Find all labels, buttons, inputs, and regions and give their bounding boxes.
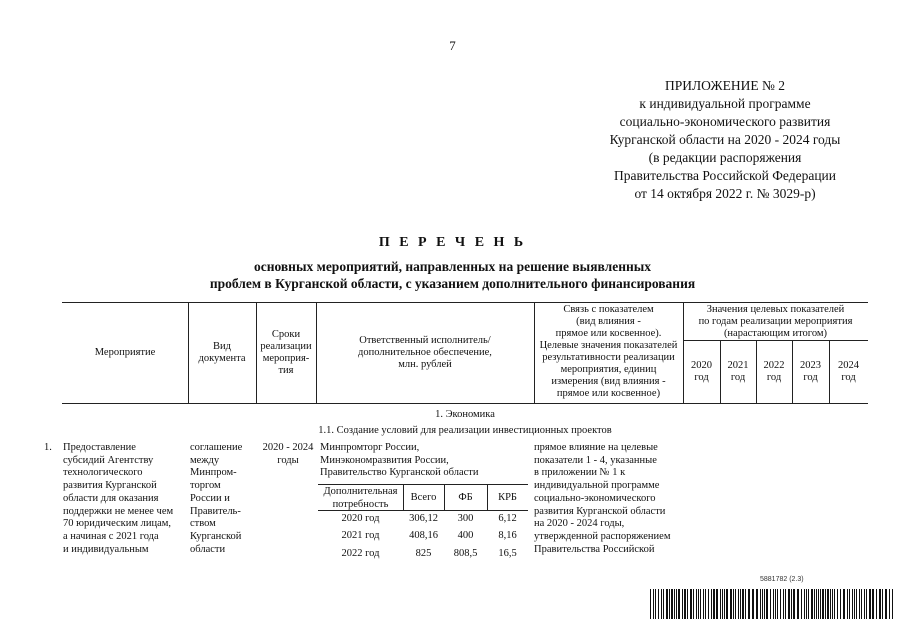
funding-year: 2020 год bbox=[341, 513, 380, 524]
funding-fb: 808,5 bbox=[453, 548, 478, 559]
header-line: 2022 bbox=[763, 360, 785, 371]
funding-total: 408,16 bbox=[409, 530, 438, 541]
funding-krb: 6,12 bbox=[498, 513, 517, 524]
text-line: России и bbox=[190, 492, 230, 504]
text-line: развития Курганской области bbox=[534, 505, 666, 517]
header-line: дополнительное обеспечение, bbox=[358, 347, 492, 358]
text-line: прямое влияние на целевые bbox=[534, 442, 658, 453]
text-line: Правитель- bbox=[190, 505, 241, 517]
text-line: потребность bbox=[332, 498, 389, 510]
text-line: в приложении № 1 к bbox=[534, 467, 626, 479]
funding-krb: 16,5 bbox=[498, 548, 517, 559]
subsection-heading: 1.1. Создание условий для реализации инвестиционных проектов bbox=[318, 425, 612, 436]
text-line: и индивидуальным bbox=[63, 543, 149, 555]
text-line: Минпром- bbox=[190, 467, 237, 479]
header-line: год bbox=[803, 372, 818, 383]
header-doc-type bbox=[188, 341, 256, 365]
appendix-line: социально-экономического развития bbox=[619, 114, 831, 129]
appendix-line: от 14 октября 2022 г. № 3029-р) bbox=[634, 186, 816, 201]
funding-year: 2021 год bbox=[341, 530, 380, 541]
document-title: П Е Р Е Ч Е Н Ь bbox=[378, 235, 527, 250]
text-line: торгом bbox=[190, 480, 221, 492]
header-line: 2021 bbox=[727, 360, 749, 371]
funding-header-need bbox=[318, 486, 403, 511]
header-line: 2024 bbox=[838, 360, 859, 371]
header-line: (вид влияния - bbox=[576, 316, 641, 327]
text-line: поддержки не менее чем bbox=[63, 505, 174, 517]
text-line: области для оказания bbox=[63, 492, 159, 504]
header-line: Сроки bbox=[271, 329, 301, 340]
executor-text bbox=[320, 442, 532, 480]
appendix-line: Правительства Российской Федерации bbox=[614, 168, 836, 183]
header-line: Связь с показателем bbox=[563, 304, 654, 315]
text-line: Правительства Российской bbox=[534, 543, 655, 555]
header-line: прямое или косвенное) bbox=[556, 388, 661, 399]
header-year-2023 bbox=[792, 360, 829, 384]
header-line: Ответственный исполнитель/ bbox=[359, 335, 491, 346]
text-line: социально-экономического bbox=[534, 492, 656, 504]
text-line: Дополнительная bbox=[323, 486, 398, 497]
header-line: реализации bbox=[260, 341, 312, 352]
text-line: субсидий Агентству bbox=[63, 454, 154, 466]
row-number: 1. bbox=[44, 442, 52, 453]
header-target-values bbox=[683, 304, 868, 340]
header-line: год bbox=[766, 372, 782, 383]
appendix-header bbox=[560, 77, 890, 203]
header-year-2022 bbox=[756, 360, 792, 384]
terms-text bbox=[258, 442, 318, 467]
page-number: 7 bbox=[449, 38, 456, 53]
header-line: 2020 bbox=[691, 360, 712, 371]
header-line: год bbox=[694, 372, 709, 383]
header-line: Значения целевых показателей bbox=[706, 304, 845, 315]
text-line: индивидуальной программе bbox=[534, 480, 660, 492]
appendix-line: к индивидуальной программе bbox=[639, 96, 811, 111]
text-line: Правительство Курганской области bbox=[320, 467, 479, 479]
text-line: Предоставление bbox=[63, 442, 136, 453]
measure-text bbox=[63, 442, 187, 556]
header-line: мероприятия, единиц bbox=[560, 364, 657, 375]
header-executor bbox=[316, 335, 534, 371]
funding-total: 825 bbox=[415, 548, 432, 559]
text-line: области bbox=[190, 543, 226, 555]
barcode-icon bbox=[650, 589, 893, 619]
header-line: прямое или косвенное). bbox=[555, 328, 662, 339]
funding-header-krb: КРБ bbox=[498, 492, 517, 503]
funding-header-total: Всего bbox=[410, 492, 437, 503]
indicator-link-text bbox=[534, 442, 684, 556]
appendix-line: Курганской области на 2020 - 2024 годы bbox=[609, 132, 841, 147]
text-line: 70 юридическим лицам, bbox=[63, 518, 172, 530]
funding-fb: 400 bbox=[457, 530, 474, 541]
text-line: Минэкономразвития России, bbox=[320, 454, 449, 466]
header-terms bbox=[256, 329, 316, 377]
header-line: документа bbox=[198, 353, 246, 364]
text-line: 2020 - 2024 bbox=[262, 442, 314, 453]
funding-krb: 8,16 bbox=[498, 530, 517, 541]
header-year-2020 bbox=[683, 360, 720, 384]
header-line: тия bbox=[278, 365, 294, 376]
table-header-bottom-border bbox=[62, 403, 868, 404]
document-subtitle bbox=[0, 258, 905, 292]
header-line: измерения (вид влияния - bbox=[551, 376, 666, 387]
header-line: Вид bbox=[213, 341, 231, 352]
header-line: (нарастающим итогом) bbox=[723, 328, 828, 339]
funding-table-top-border bbox=[318, 484, 528, 485]
section-heading: 1. Экономика bbox=[435, 409, 495, 420]
header-line: 2023 bbox=[800, 360, 821, 371]
header-year-2024 bbox=[829, 360, 868, 384]
text-line: Курганской bbox=[190, 530, 242, 542]
barcode-label: 5881782 (2.3) bbox=[760, 576, 804, 583]
years-header-divider bbox=[683, 340, 868, 341]
table-top-border bbox=[62, 302, 868, 303]
header-line: результативности реализации bbox=[542, 352, 675, 363]
text-line: развития Курганской bbox=[63, 480, 157, 492]
funding-fb: 300 bbox=[457, 513, 474, 524]
text-line: на 2020 - 2024 годы, bbox=[534, 518, 625, 530]
document-type-text bbox=[190, 442, 254, 556]
text-line: технологического bbox=[63, 467, 143, 479]
funding-total: 306,12 bbox=[409, 513, 438, 524]
text-line: между bbox=[190, 454, 220, 466]
header-line: мероприя- bbox=[262, 353, 310, 364]
text-line: показатели 1 - 4, указанные bbox=[534, 454, 657, 466]
text-line: ством bbox=[190, 518, 216, 530]
appendix-line: (в редакции распоряжения bbox=[648, 150, 802, 165]
header-line: по годам реализации мероприятия bbox=[698, 316, 853, 327]
text-line: утвержденной распоряжением bbox=[534, 530, 671, 542]
text-line: годы bbox=[277, 454, 299, 466]
text-line: Минпромторг России, bbox=[320, 442, 420, 453]
header-line: год bbox=[841, 372, 856, 383]
header-measure: Мероприятие bbox=[94, 347, 156, 358]
header-line: Целевые значения показателей bbox=[539, 340, 678, 351]
header-year-2021 bbox=[720, 360, 756, 384]
subtitle-line: основных мероприятий, направленных на решение выявленных bbox=[253, 259, 652, 274]
funding-header-fb: ФБ bbox=[458, 492, 473, 503]
appendix-line: ПРИЛОЖЕНИЕ № 2 bbox=[664, 78, 786, 93]
subtitle-line: проблем в Курганской области, с указанием дополнительного финансирования bbox=[209, 276, 696, 291]
text-line: а начиная с 2021 года bbox=[63, 530, 159, 542]
text-line: соглашение bbox=[190, 442, 243, 453]
funding-year: 2022 год bbox=[341, 548, 380, 559]
header-indicator-link bbox=[534, 304, 683, 400]
header-line: млн. рублей bbox=[398, 359, 452, 370]
header-line: год bbox=[730, 372, 746, 383]
